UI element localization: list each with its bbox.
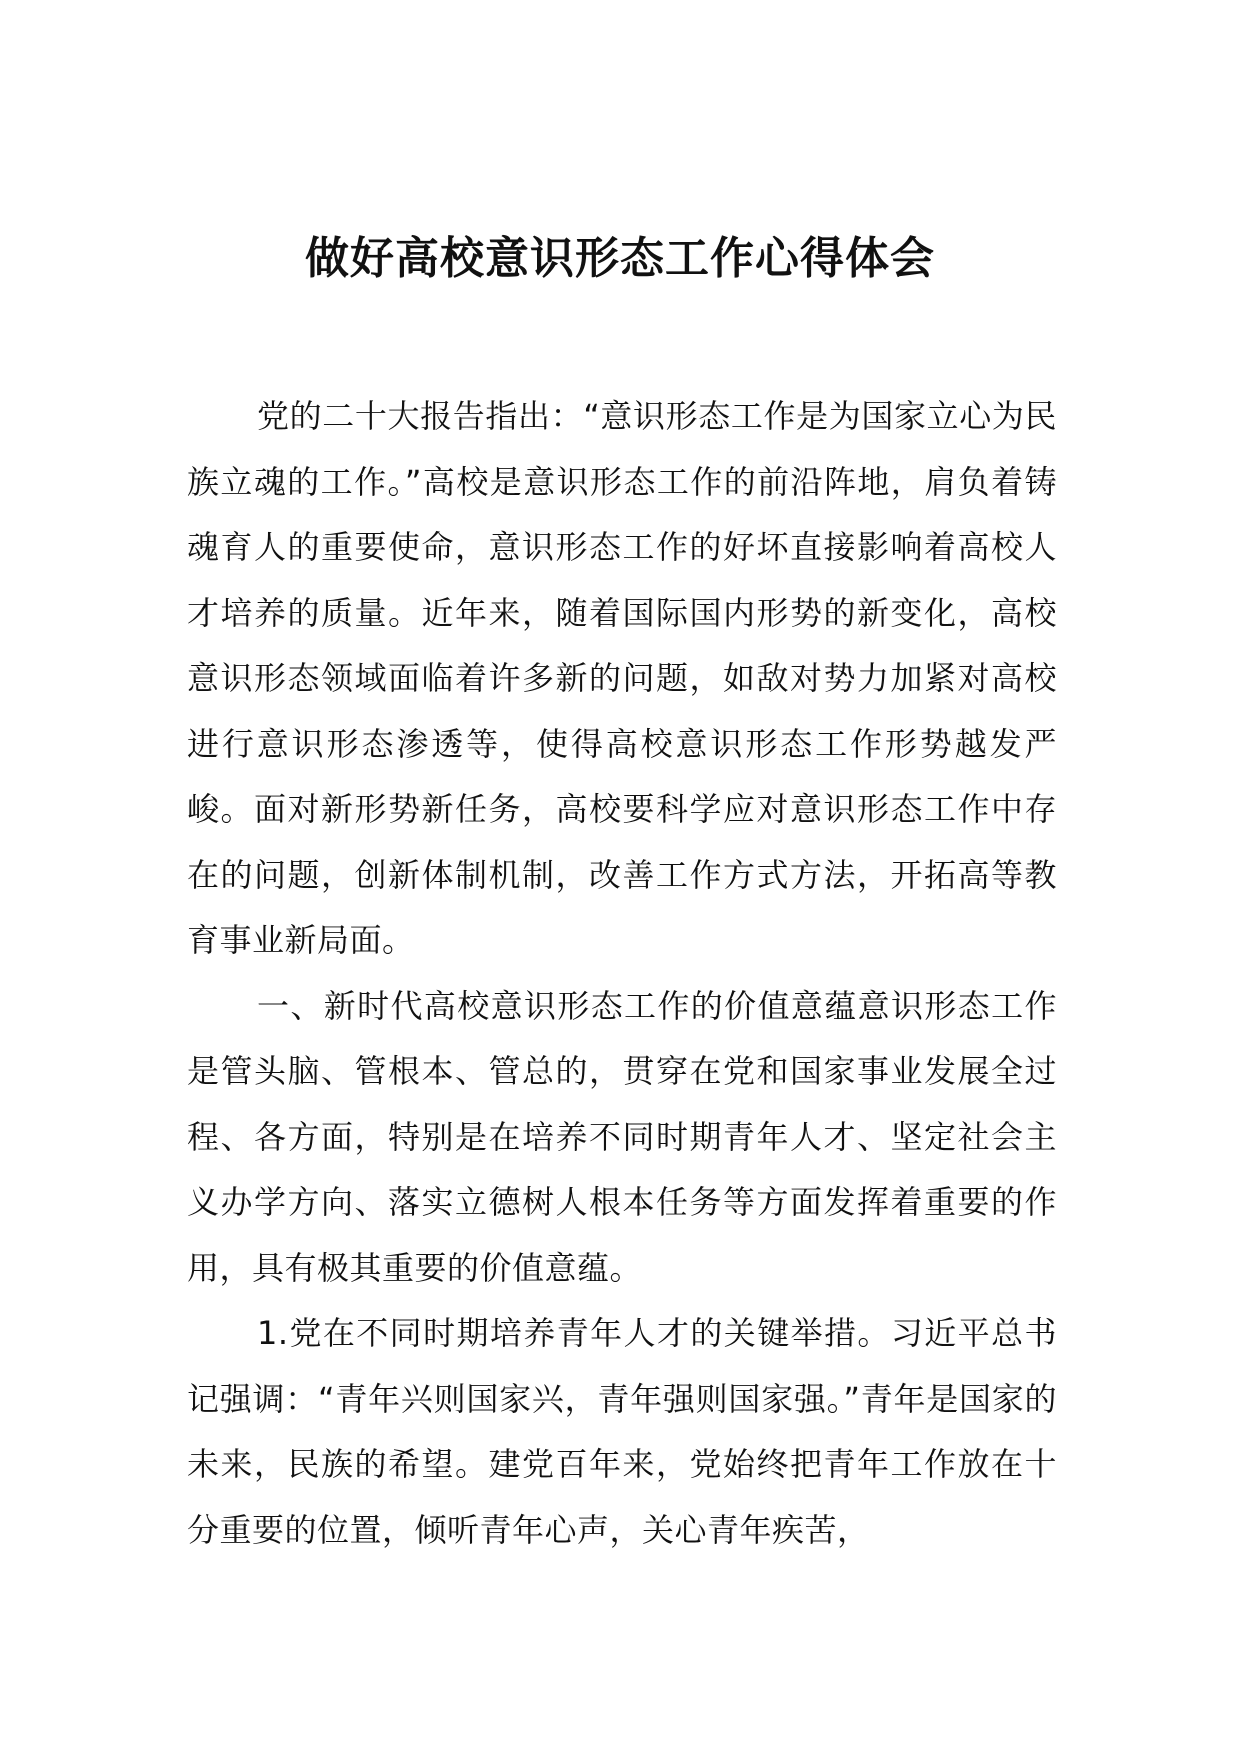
paragraph-intro: 党的二十大报告指出：“意识形态工作是为国家立心为民族立魂的工作。”高校是意识形态工作的前沿阵地，肩负着铸魂育人的重要使命，意识形态工作的好坏直接影响着高校人才培养的质量。近年来，随着国际国内形势的新变化，高校意识形态领域面临着许多新的问题，如敌对势力加紧对高校进行意识形态渗透等，使得高校意识形态工作形势越发严峻。面对新形势新任务，高校要科学应对意识形态工作中存在的问题，创新体制机制，改善工作方式方法，开拓高等教育事业新局面。 <box>187 397 1057 959</box>
document-body <box>187 384 1057 1563</box>
paragraph-point-one: 1.党在不同时期培养青年人才的关键举措。习近平总书记强调：“青年兴则国家兴，青年强则国家强。”青年是国家的未来，民族的希望。建党百年来，党始终把青年工作放在十分重要的位置，倾听青年心声，关心青年疾苦， <box>187 1314 1057 1549</box>
document-title: 做好高校意识形态工作心得体会 <box>305 233 935 285</box>
paragraph-section-one: 一、新时代高校意识形态工作的价值意蕴意识形态工作是管头脑、管根本、管总的，贯穿在党和国家事业发展全过程、各方面，特别是在培养不同时期青年人才、坚定社会主义办学方向、落实立德树人根本任务等方面发挥着重要的作用，具有极其重要的价值意蕴。 <box>187 986 1057 1287</box>
